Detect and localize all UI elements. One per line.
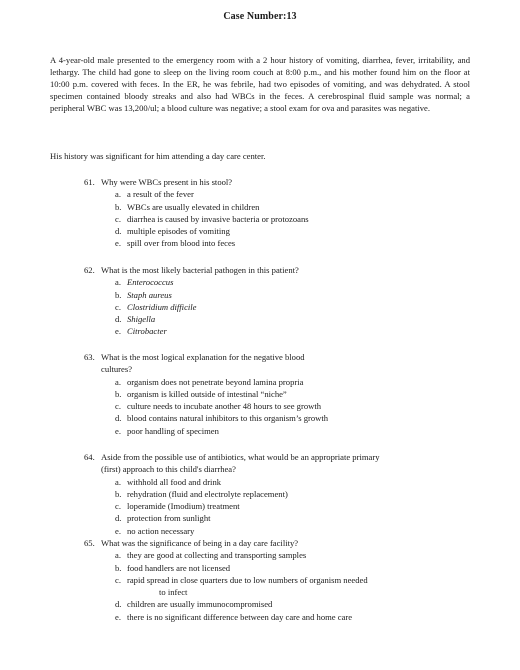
answer-option — [84, 500, 474, 512]
question-62 — [84, 264, 474, 338]
option-text: poor handling of specimen — [127, 425, 219, 436]
option-text: there is no significant difference between day care and home care — [127, 611, 353, 622]
option-text: Enterococcus — [127, 277, 174, 288]
option-text: protection from sunlight — [127, 513, 211, 524]
answer-option — [84, 512, 474, 524]
option-text: Citrobacter — [127, 326, 167, 337]
answer-option — [84, 325, 474, 337]
question-stem — [84, 351, 474, 363]
question-number: 64. — [84, 452, 95, 462]
option-text: Clostridium difficile — [127, 301, 197, 312]
question-number: 65. — [84, 538, 95, 548]
question-text: Why were WBCs present in his stool? — [101, 177, 233, 187]
option-text: spill over from blood into feces — [127, 238, 236, 249]
option-letter: d. — [115, 599, 122, 610]
answer-options — [84, 549, 474, 623]
answer-option — [84, 611, 474, 623]
answer-option — [84, 201, 474, 213]
option-text: a result of the fever — [127, 189, 194, 200]
option-letter: b. — [115, 562, 122, 573]
answer-option — [84, 276, 474, 288]
option-letter: c. — [115, 501, 121, 512]
option-text: loperamide (Imodium) treatment — [127, 501, 240, 512]
question-number: 62. — [84, 265, 95, 275]
answer-option — [84, 425, 474, 437]
answer-options — [84, 376, 474, 437]
question-stem — [84, 176, 474, 188]
option-letter: b. — [115, 488, 122, 499]
option-letter: a. — [115, 189, 121, 200]
question-number: 61. — [84, 177, 95, 187]
answer-option — [84, 400, 474, 412]
option-text: WBCs are usually elevated in children — [127, 201, 260, 212]
option-letter: c. — [115, 301, 121, 312]
question-61 — [84, 176, 474, 250]
question-text: What is the most likely bacterial pathogen in this patient? — [101, 265, 299, 275]
question-text: Aside from the possible use of antibiotics, what would be an appropriate primary — [101, 452, 380, 462]
question-text: What was the significance of being in a day care facility? — [101, 538, 299, 548]
answer-option — [84, 225, 474, 237]
option-text: rapid spread in close quarters due to low numbers of organism needed — [127, 574, 368, 585]
option-letter: d. — [115, 413, 122, 424]
case-history-paragraph: His history was significant for him attending a day care center. — [50, 151, 266, 161]
option-letter: d. — [115, 314, 122, 325]
question-text-continued: (first) approach to this child's diarrhea? — [101, 464, 236, 475]
answer-option — [84, 598, 474, 610]
answer-options — [84, 276, 474, 337]
option-letter: d. — [115, 513, 122, 524]
question-64 — [84, 451, 474, 537]
option-text: children are usually immunocompromised — [127, 599, 273, 610]
answer-option — [84, 213, 474, 225]
option-text: rehydration (fluid and electrolyte replacement) — [127, 488, 288, 499]
answer-option — [84, 388, 474, 400]
case-presentation-paragraph: A 4-year-old male presented to the emergency room with a 2 hour history of vomiting, diarrhea, fever, irritability, and lethargy. The child had gone to sleep on the living room couch at 8:00 p.m., and his mother found him on the floor at 10:00 p.m. covered with feces. In the ER, he was febrile, had two episodes of vomiting, and was dehydrated. A stool specimen contained bloody streaks and also had WBCs in the feces. A cerebrospinal fluid sample was normal; a peripheral WBC was 13,200/ul; a blood culture was negative; a stool exam for ova and parasites was negative. — [50, 55, 470, 114]
answer-options — [84, 188, 474, 249]
answer-option — [84, 562, 474, 574]
answer-option — [84, 301, 474, 313]
option-letter: c. — [115, 401, 121, 412]
option-letter: a. — [115, 550, 121, 561]
case-number-heading: Case Number:13 — [223, 11, 297, 22]
answer-option — [84, 188, 474, 200]
answer-option — [84, 476, 474, 488]
option-text: no action necessary — [127, 525, 195, 536]
option-letter: e. — [115, 326, 121, 337]
answer-option — [84, 525, 474, 537]
option-text: withhold all food and drink — [127, 476, 222, 487]
option-letter: a. — [115, 277, 121, 288]
answer-option — [84, 313, 474, 325]
option-letter: e. — [115, 238, 121, 249]
question-stem — [84, 537, 474, 549]
answer-option — [84, 488, 474, 500]
answer-option — [84, 412, 474, 424]
answer-option — [84, 574, 474, 586]
answer-options — [84, 476, 474, 537]
answer-option — [84, 376, 474, 388]
question-number: 63. — [84, 352, 95, 362]
question-63 — [84, 351, 474, 437]
option-text: Staph aureus — [127, 289, 172, 300]
question-stem — [84, 264, 474, 276]
question-65 — [84, 537, 474, 623]
option-text: blood contains natural inhibitors to this organism’s growth — [127, 413, 329, 424]
option-text: diarrhea is caused by invasive bacteria or protozoans — [127, 213, 309, 224]
option-letter: b. — [115, 388, 122, 399]
option-text: they are good at collecting and transporting samples — [127, 550, 307, 561]
option-letter: e. — [115, 525, 121, 536]
option-letter: a. — [115, 476, 121, 487]
question-text: What is the most logical explanation for the negative blood — [101, 352, 305, 362]
option-letter: b. — [115, 289, 122, 300]
option-letter: e. — [115, 425, 121, 436]
answer-option — [84, 237, 474, 249]
answer-option — [84, 549, 474, 561]
option-letter: e. — [115, 611, 121, 622]
option-text: culture needs to incubate another 48 hours to see growth — [127, 401, 322, 412]
question-stem — [84, 451, 474, 463]
option-text: organism is killed outside of intestinal “niche” — [127, 388, 287, 399]
question-text-continued: cultures? — [101, 364, 133, 375]
option-text: Shigella — [127, 314, 156, 325]
option-letter: b. — [115, 201, 122, 212]
option-letter: c. — [115, 574, 121, 585]
option-text: multiple episodes of vomiting — [127, 226, 230, 237]
option-letter: d. — [115, 226, 122, 237]
option-letter: a. — [115, 376, 121, 387]
option-text: organism does not penetrate beyond lamina propria — [127, 376, 304, 387]
option-text: food handlers are not licensed — [127, 562, 231, 573]
option-letter: c. — [115, 213, 121, 224]
answer-option — [84, 289, 474, 301]
option-text-continued: to infect — [159, 587, 188, 598]
